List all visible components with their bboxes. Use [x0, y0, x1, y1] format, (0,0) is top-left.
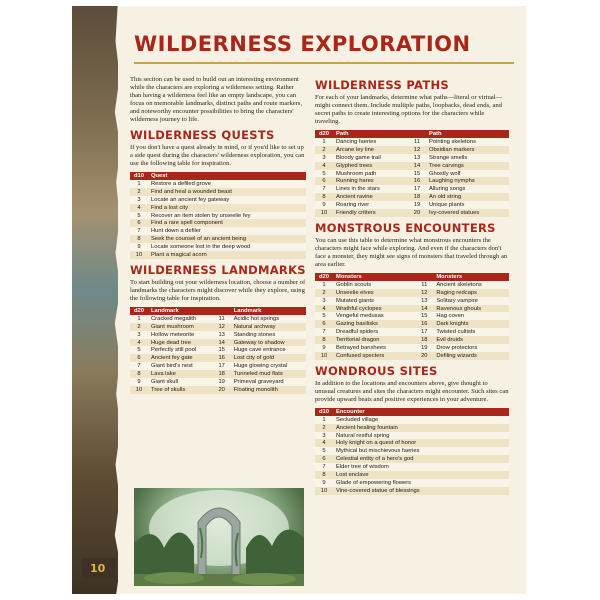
roll-number: 6	[315, 455, 333, 463]
entry-text: Wrathful cyclopes	[333, 305, 415, 313]
table-row	[315, 447, 509, 455]
roll-number: 6	[315, 177, 333, 185]
landmarks-paragraph: To start building out your wilderness location, choose a number of landmarks the characters might discover while they explore, using the following table for inspiration.	[130, 278, 306, 302]
roll-number: 20	[415, 352, 433, 360]
entry-text: Natural archway	[231, 323, 306, 331]
roll-number: 6	[130, 354, 148, 362]
table-row	[315, 471, 509, 479]
table-row	[130, 323, 306, 331]
roll-number: 16	[415, 320, 433, 328]
book-page	[72, 6, 526, 594]
entry-text: Friendly critters	[333, 209, 408, 217]
table-header-blank	[415, 273, 433, 281]
page-number: 10	[90, 562, 106, 575]
wondrous-paragraph: In addition to the locations and encounters above, give thought to unusual creatures and sites the characters might encounter. Such sites can provide upward beats and positive experiences in your adventure.	[315, 379, 509, 403]
roll-number: 18	[408, 193, 426, 201]
roll-number: 7	[130, 362, 148, 370]
entry-text: Goblin scouts	[333, 281, 415, 289]
table-row	[315, 416, 509, 424]
roll-number: 17	[213, 362, 231, 370]
table-row	[315, 193, 509, 201]
table-row	[315, 154, 509, 162]
roll-number: 2	[315, 289, 333, 297]
entry-text: Mushroom path	[333, 170, 408, 178]
roll-number: 16	[408, 177, 426, 185]
table-row	[315, 439, 509, 447]
entry-text: Giant mushroom	[148, 323, 213, 331]
entry-text: Hollow meteorite	[148, 331, 213, 339]
monsters-heading: MONSTROUS ENCOUNTERS	[315, 220, 496, 235]
table-header-die: d10	[315, 408, 333, 416]
table-row	[315, 455, 509, 463]
entry-text: Unseelie elves	[333, 289, 415, 297]
entry-text: Strange smells	[426, 154, 509, 162]
roll-number: 8	[315, 336, 333, 344]
table-row	[315, 487, 509, 495]
entry-text: Locate someone lost in the deep wood	[148, 243, 306, 251]
roll-number: 9	[130, 243, 148, 251]
roll-number: 13	[408, 154, 426, 162]
roll-number: 10	[130, 251, 148, 259]
quests-table	[130, 172, 306, 259]
roll-number: 14	[408, 162, 426, 170]
table-header-landmark: Landmark	[231, 307, 306, 315]
entry-text: Floating monolith	[231, 386, 306, 394]
entry-text: An old string	[426, 193, 509, 201]
entry-text: Laughing nymphs	[426, 177, 509, 185]
entry-text: Arcane ley line	[333, 146, 408, 154]
table-header-blank	[408, 130, 426, 138]
table-row	[130, 243, 306, 251]
roll-number: 13	[415, 297, 433, 305]
entry-text: Confused specters	[333, 352, 415, 360]
roll-number: 4	[130, 204, 148, 212]
table-row	[315, 328, 509, 336]
landmarks-table-body	[130, 315, 306, 394]
roll-number: 15	[213, 346, 231, 354]
roll-number: 2	[315, 146, 333, 154]
entry-text: Locate an ancient fey gateway	[148, 196, 306, 204]
roll-number: 19	[415, 344, 433, 352]
roll-number: 1	[130, 315, 148, 323]
entry-text: Huge dead tree	[148, 339, 213, 347]
entry-text: Alluring songs	[426, 185, 509, 193]
entry-text: Hag coven	[433, 312, 509, 320]
roll-number: 10	[130, 386, 148, 394]
roll-number: 9	[315, 344, 333, 352]
roll-number: 12	[408, 146, 426, 154]
table-header-monsters: Monsters	[333, 273, 415, 281]
roll-number: 7	[315, 185, 333, 193]
entry-text: Primeval graveyard	[231, 378, 306, 386]
table-row	[130, 204, 306, 212]
entry-text: Betrayed banshees	[333, 344, 415, 352]
entry-text: Roaring river	[333, 201, 408, 209]
table-row	[130, 219, 306, 227]
quests-heading: WILDERNESS QUESTS	[130, 128, 275, 142]
entry-text: Dark knights	[433, 320, 509, 328]
roll-number: 1	[315, 416, 333, 424]
entry-text: Running hares	[333, 177, 408, 185]
table-row	[315, 424, 509, 432]
table-row	[130, 227, 306, 235]
entry-text: Obsidian markers	[426, 146, 509, 154]
entry-text: Hunt down a defiler	[148, 227, 306, 235]
roll-number: 5	[130, 346, 148, 354]
roll-number: 12	[415, 289, 433, 297]
entry-text: Glyphed trees	[333, 162, 408, 170]
table-row	[315, 289, 509, 297]
roll-number: 3	[315, 297, 333, 305]
entry-text: Cracked megalith	[148, 315, 213, 323]
table-row	[315, 138, 509, 146]
entry-text: Giant skull	[148, 378, 213, 386]
table-header-monsters: Monsters	[433, 273, 509, 281]
roll-number: 1	[315, 138, 333, 146]
table-row	[130, 251, 306, 259]
entry-text: Ravenous ghouls	[433, 305, 509, 313]
roll-number: 5	[315, 312, 333, 320]
entry-text: Vine-covered statue of blessings	[333, 487, 509, 495]
entry-text: Elder tree of wisdom	[333, 463, 509, 471]
table-row	[315, 320, 509, 328]
table-row	[130, 188, 306, 196]
table-row	[315, 344, 509, 352]
roll-number: 6	[315, 320, 333, 328]
roll-number: 19	[408, 201, 426, 209]
table-row	[130, 180, 306, 188]
roll-number: 4	[315, 305, 333, 313]
table-row	[315, 336, 509, 344]
table-row	[130, 370, 306, 378]
entry-text: Tunneled mud flats	[231, 370, 306, 378]
entry-text: Restore a defiled grove	[148, 180, 306, 188]
roll-number: 3	[315, 432, 333, 440]
roll-number: 13	[213, 331, 231, 339]
wondrous-table	[315, 408, 509, 495]
entry-text: Vengeful medusas	[333, 312, 415, 320]
roll-number: 15	[408, 170, 426, 178]
entry-text: Unique plants	[426, 201, 509, 209]
roll-number: 9	[130, 378, 148, 386]
roll-number: 5	[315, 170, 333, 178]
roll-number: 17	[408, 185, 426, 193]
table-header-path: Path	[333, 130, 408, 138]
roll-number: 5	[130, 212, 148, 220]
entry-text: Find and heal a wounded beast	[148, 188, 306, 196]
entry-text: Pointing skeletons	[426, 138, 509, 146]
entry-text: Gazing basilisks	[333, 320, 415, 328]
table-row	[130, 235, 306, 243]
entry-text: Glade of empowering flowers	[333, 479, 509, 487]
monsters-paragraph: You can use this table to determine what monstrous encounters the characters might face while exploring. And even if the characters don't face a monster, they might see signs of monsters that traveled through an area earlier.	[315, 236, 508, 268]
entry-text: Plant a magical acorn	[148, 251, 306, 259]
table-header-die: d20	[130, 307, 148, 315]
entry-text: Tree of skulls	[148, 386, 213, 394]
entry-text: Ivy-covered statues	[426, 209, 509, 217]
roll-number: 8	[130, 370, 148, 378]
table-header-encounter: Encounter	[333, 408, 509, 416]
roll-number: 1	[315, 281, 333, 289]
paths-paragraph: For each of your landmarks, determine what paths—literal or virtual—might connect them. Include multiple paths, loopbacks, dead ends, and secret paths to create interesting options for the characters while traveling.	[315, 94, 503, 125]
monsters-table	[315, 273, 509, 360]
table-row	[130, 339, 306, 347]
entry-text: Lava lake	[148, 370, 213, 378]
entry-text: Standing stones	[231, 331, 306, 339]
entry-text: Mythical but mischievous faeries	[333, 447, 509, 455]
table-row	[315, 479, 509, 487]
table-row	[315, 312, 509, 320]
roll-number: 11	[213, 315, 231, 323]
table-row	[315, 352, 509, 360]
roll-number: 7	[315, 463, 333, 471]
paths-heading: WILDERNESS PATHS	[315, 78, 450, 92]
roll-number: 4	[130, 339, 148, 347]
paths-table-body	[315, 138, 509, 217]
table-row	[130, 331, 306, 339]
roll-number: 9	[315, 201, 333, 209]
table-row	[130, 196, 306, 204]
roll-number: 3	[130, 331, 148, 339]
roll-number: 4	[315, 162, 333, 170]
roll-number: 14	[415, 305, 433, 313]
entry-text: Evil druids	[433, 336, 509, 344]
table-header-path: Path	[426, 130, 509, 138]
table-row	[315, 146, 509, 154]
intro-paragraph: This section can be used to build out an interesting environment while the characters are exploring a wilderness setting. Rather than having a wilderness feel like an empty landscape, you can focus on memorable landmarks, distinct paths and route markers, and noteworthy encounter possibilities to bring the characters' wilderness journey to life.	[130, 76, 303, 123]
entry-text: Ancient healing fountain	[333, 424, 509, 432]
entry-text: Dancing faeries	[333, 138, 408, 146]
table-row	[315, 281, 509, 289]
entry-text: Natural restful spring	[333, 432, 509, 440]
table-row	[315, 432, 509, 440]
entry-text: Secluded village	[333, 416, 509, 424]
roll-number: 2	[130, 323, 148, 331]
table-row	[315, 201, 509, 209]
table-header-die: d10	[130, 172, 148, 180]
quests-paragraph: If you don't have a quest already in mind, or if you'd like to set up a side quest during the characters' wilderness exploration, you can use the following table for inspiration.	[130, 144, 305, 167]
entry-text: Territorial dragon	[333, 336, 415, 344]
table-row	[130, 315, 306, 323]
entry-text: Recover an item stolen by unseelie fey	[148, 212, 306, 220]
roll-number: 16	[213, 354, 231, 362]
roll-number: 3	[315, 154, 333, 162]
table-header-blank	[213, 307, 231, 315]
roll-number: 7	[130, 227, 148, 235]
wondrous-heading: WONDROUS SITES	[315, 363, 438, 378]
table-row	[315, 185, 509, 193]
paths-table	[315, 130, 509, 217]
wondrous-table-body	[315, 416, 509, 495]
roll-number: 8	[130, 235, 148, 243]
roll-number: 14	[213, 339, 231, 347]
table-row	[315, 162, 509, 170]
entry-text: Celestial entity of a hero's god	[333, 455, 509, 463]
roll-number: 11	[415, 281, 433, 289]
entry-text: Huge cave entrance	[231, 346, 306, 354]
right-column	[315, 74, 509, 499]
table-row	[315, 297, 509, 305]
roll-number: 7	[315, 328, 333, 336]
roll-number: 8	[315, 193, 333, 201]
page-edge-artwork	[72, 6, 118, 594]
roll-number: 8	[315, 471, 333, 479]
table-row	[130, 362, 306, 370]
ruined-archway-illustration	[134, 488, 304, 586]
entry-text: Holy knight on a quest of honor	[333, 439, 509, 447]
roll-number: 5	[315, 447, 333, 455]
entry-text: Drow protectors	[433, 344, 509, 352]
roll-number: 11	[408, 138, 426, 146]
roll-number: 1	[130, 180, 148, 188]
table-header-quest: Quest	[148, 172, 306, 180]
entry-text: Acidic hot springs	[231, 315, 306, 323]
roll-number: 10	[315, 352, 333, 360]
left-column	[130, 76, 306, 398]
table-row	[315, 170, 509, 178]
entry-text: Twisted cultists	[433, 328, 509, 336]
table-row	[130, 346, 306, 354]
roll-number: 2	[130, 188, 148, 196]
entry-text: Huge glowing crystal	[231, 362, 306, 370]
table-row	[130, 354, 306, 362]
table-row	[315, 305, 509, 313]
entry-text: Lost city of gold	[231, 354, 306, 362]
landmarks-table	[130, 307, 306, 394]
roll-number: 20	[213, 386, 231, 394]
entry-text: Perfectly still pool	[148, 346, 213, 354]
entry-text: Find a rare spell component	[148, 219, 306, 227]
roll-number: 19	[213, 378, 231, 386]
table-header-die: d20	[315, 130, 333, 138]
roll-number: 17	[415, 328, 433, 336]
entry-text: Gateway to shadow	[231, 339, 306, 347]
title-divider	[134, 62, 514, 64]
table-row	[130, 386, 306, 394]
table-header-landmark: Landmark	[148, 307, 213, 315]
table-row	[315, 209, 509, 217]
entry-text: Ancient ravine	[333, 193, 408, 201]
roll-number: 9	[315, 479, 333, 487]
table-row	[315, 177, 509, 185]
roll-number: 4	[315, 439, 333, 447]
entry-text: Mutated giants	[333, 297, 415, 305]
entry-text: Giant bird's nest	[148, 362, 213, 370]
roll-number: 18	[213, 370, 231, 378]
page-title: WILDERNESS EXPLORATION	[134, 32, 471, 56]
entry-text: Defiling wizards	[433, 352, 509, 360]
entry-text: Dreadful spiders	[333, 328, 415, 336]
entry-text: Raging redcaps	[433, 289, 509, 297]
roll-number: 10	[315, 209, 333, 217]
entry-text: Bloody game trail	[333, 154, 408, 162]
table-row	[130, 212, 306, 220]
table-header-die: d20	[315, 273, 333, 281]
roll-number: 2	[315, 424, 333, 432]
landmarks-heading: WILDERNESS LANDMARKS	[130, 262, 306, 277]
table-row	[130, 378, 306, 386]
roll-number: 18	[415, 336, 433, 344]
roll-number: 15	[415, 312, 433, 320]
entry-text: Solitary vampire	[433, 297, 509, 305]
roll-number: 6	[130, 219, 148, 227]
entry-text: Ghostly wolf	[426, 170, 509, 178]
entry-text: Lines in the stars	[333, 185, 408, 193]
monsters-table-body	[315, 281, 509, 360]
table-row	[315, 463, 509, 471]
entry-text: Ancient fey gate	[148, 354, 213, 362]
roll-number: 10	[315, 487, 333, 495]
entry-text: Find a lost city	[148, 204, 306, 212]
roll-number: 20	[408, 209, 426, 217]
roll-number: 3	[130, 196, 148, 204]
quests-table-body	[130, 180, 306, 259]
entry-text: Tree carvings	[426, 162, 509, 170]
archway-painting	[134, 488, 304, 586]
roll-number: 12	[213, 323, 231, 331]
entry-text: Seek the counsel of an ancient being	[148, 235, 306, 243]
entry-text: Ancient skeletons	[433, 281, 509, 289]
entry-text: Lost enclave	[333, 471, 509, 479]
